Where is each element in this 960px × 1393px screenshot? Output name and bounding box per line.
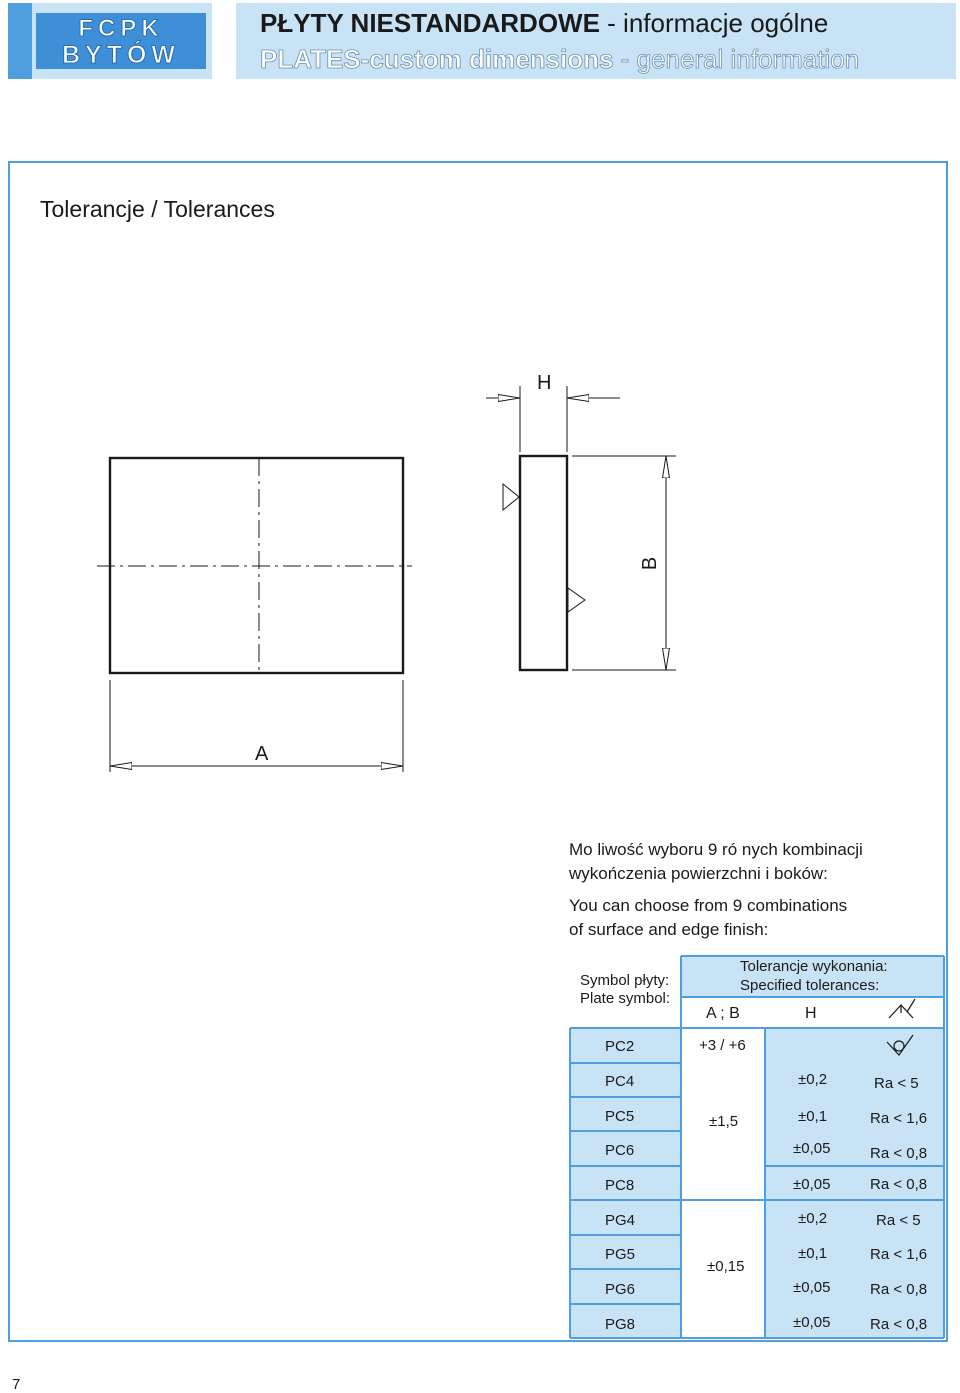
symbol-pg8: PG8: [605, 1316, 636, 1333]
title-polish-rest: - informacje ogólne: [599, 8, 829, 38]
intro-english-line-2: of surface and edge finish:: [569, 920, 769, 939]
h-tolerance-pc5: ±0,1: [798, 1108, 828, 1125]
intro-polish: [569, 838, 929, 886]
column-header-ab: A ; B: [706, 1005, 740, 1022]
roughness-pc5: Ra < 1,6: [870, 1110, 928, 1127]
ab-tolerance-pg-group: ±0,15: [707, 1258, 745, 1275]
intro-english-line-1: You can choose from 9 combinations: [569, 896, 848, 915]
dimension-label-a: A: [255, 743, 269, 765]
tolerance-table: [569, 955, 945, 1339]
h-tolerance-pg5: ±0,1: [798, 1245, 828, 1262]
plate-side-view: [520, 456, 567, 670]
intro-english: [569, 894, 929, 942]
title-english: [260, 44, 859, 75]
h-tolerance-pc4: ±0,2: [798, 1071, 828, 1088]
tolerance-label-polish: Tolerancje wykonania:: [740, 958, 888, 975]
h-tolerance-pg8: ±0,05: [793, 1314, 831, 1331]
logo: [32, 3, 212, 79]
section-title: Tolerancje / Tolerances: [40, 196, 275, 222]
symbol-pg4: PG4: [605, 1212, 636, 1229]
title-english-bold: PLATES-custom dimensions: [260, 44, 614, 74]
roughness-pg5: Ra < 1,6: [870, 1246, 928, 1263]
logo-badge: [36, 13, 206, 69]
title-polish: [260, 8, 828, 39]
symbol-pc8: PC8: [605, 1177, 635, 1194]
symbol-label-polish: Symbol płyty:: [580, 972, 670, 989]
intro-polish-line-2: wykończenia powierzchni i boków:: [569, 864, 828, 883]
h-tolerance-pc6: ±0,05: [793, 1140, 831, 1157]
roughness-pg6: Ra < 0,8: [870, 1281, 928, 1298]
dimension-label-h: H: [537, 372, 552, 394]
h-tolerance-pc8: ±0,05: [793, 1176, 831, 1193]
symbol-pc5: PC5: [605, 1108, 635, 1125]
roughness-pc6: Ra < 0,8: [870, 1145, 928, 1162]
title-polish-bold: PŁYTY NIESTANDARDOWE: [260, 8, 600, 38]
roughness-pg8: Ra < 0,8: [870, 1316, 928, 1333]
symbol-pg6: PG6: [605, 1281, 636, 1298]
logo-accent-strip: [8, 3, 32, 79]
logo-line-1: FCPK: [78, 15, 164, 42]
symbol-pg5: PG5: [605, 1246, 636, 1263]
tolerance-label-english: Specified tolerances:: [740, 977, 880, 994]
dimension-label-b: B: [639, 556, 662, 571]
intro-polish-line-1: Mo liwość wyboru 9 ró nych kombinacji: [569, 840, 863, 859]
h-tolerance-pg4: ±0,2: [798, 1210, 828, 1227]
symbol-label-english: Plate symbol:: [580, 990, 671, 1007]
machined-surface-icon: [889, 999, 915, 1018]
h-tolerance-pg6: ±0,05: [793, 1279, 831, 1296]
title-english-rest: - general information: [613, 44, 860, 74]
symbol-pc4: PC4: [605, 1073, 635, 1090]
symbol-pc6: PC6: [605, 1142, 635, 1159]
surface-finish-symbol-face: [503, 484, 519, 510]
column-header-h: H: [805, 1005, 817, 1022]
roughness-pc8: Ra < 0,8: [870, 1176, 928, 1193]
page-number: 7: [12, 1376, 21, 1393]
ab-tolerance-pc2: +3 / +6: [699, 1037, 746, 1054]
technical-drawing: [0, 360, 960, 780]
ab-tolerance-pc-group: ±1,5: [709, 1113, 739, 1130]
symbol-pc2: PC2: [605, 1038, 635, 1055]
page-header: [236, 3, 956, 79]
surface-finish-symbol-edge: [568, 588, 585, 612]
logo-line-2: BYTÓW: [61, 41, 181, 69]
roughness-pc4: Ra < 5: [874, 1075, 919, 1092]
roughness-pg4: Ra < 5: [876, 1212, 921, 1229]
